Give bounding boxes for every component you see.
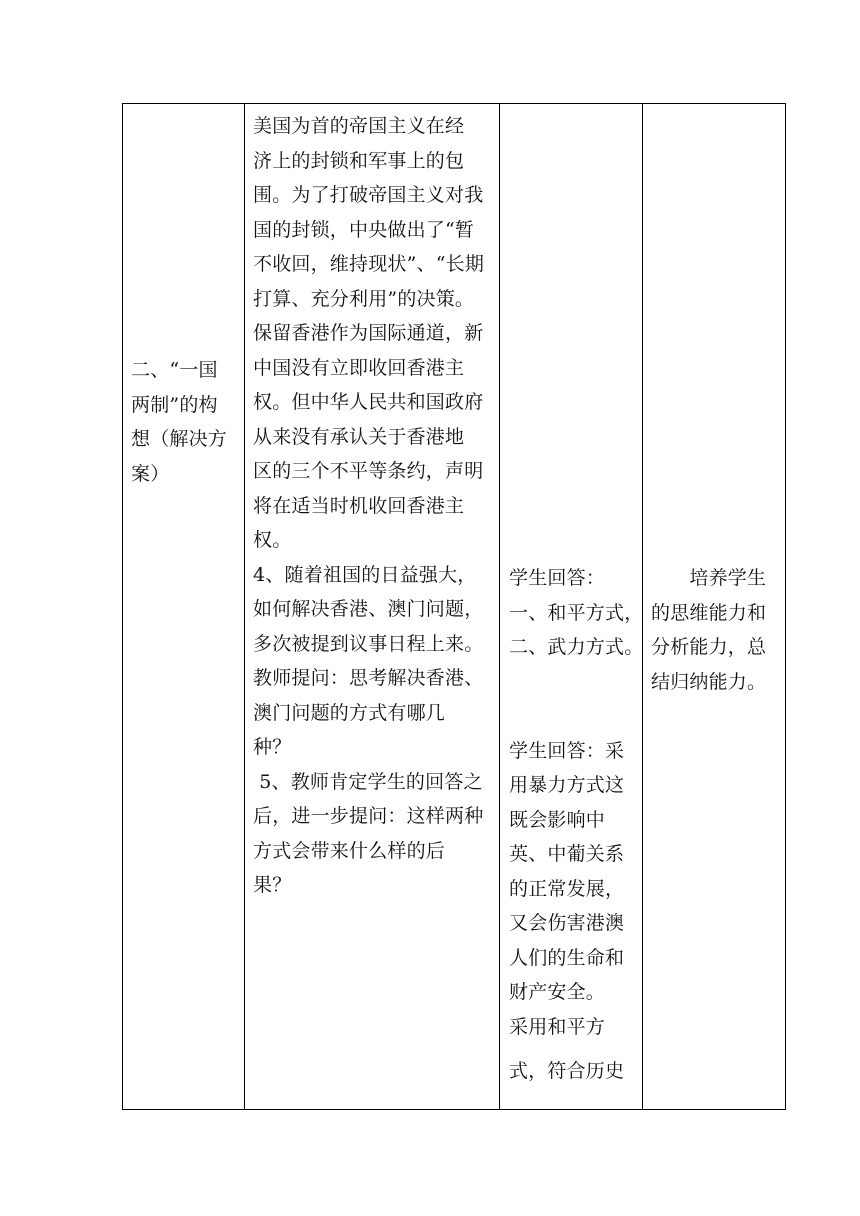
content-line: 种？ <box>253 736 292 758</box>
activity-line: 既会影响中 <box>509 808 606 831</box>
activity-line: 人们的生命和 <box>509 946 625 969</box>
column-divider <box>244 104 245 1109</box>
content-line: 围。为了打破帝国主义对我 <box>253 184 484 206</box>
activity-line <box>509 665 647 700</box>
student-activity-cell <box>509 561 647 1089</box>
section-title-line: 想（解决方 <box>131 428 228 450</box>
activity-line: 二、武力方式。 <box>509 636 644 658</box>
content-line: 澳门问题的方式有哪几 <box>253 701 446 724</box>
content-line: 多次被提到议事日程上来。 <box>253 632 484 655</box>
section-title-cell <box>131 353 243 491</box>
content-line: 4、随着祖国的日益强大， <box>253 563 477 586</box>
activity-line: 式，符合历史 <box>509 1060 625 1082</box>
content-line: 中国没有立即收回香港主 <box>253 356 465 379</box>
activity-line: 采用和平方 <box>509 1015 606 1038</box>
content-line: 将在适当时机收回香港主 <box>253 494 465 517</box>
intent-line: 的思维能力和 <box>651 601 767 624</box>
content-line: 济上的封锁和军事上的包 <box>253 149 465 172</box>
activity-line: 英、中葡关系 <box>509 843 625 865</box>
content-line: 果？ <box>253 874 292 896</box>
content-line: 保留香港作为国际通道，新 <box>253 322 484 344</box>
section-title-line: 两制”的构 <box>131 393 218 416</box>
intent-line: 培养学生 <box>651 567 767 589</box>
activity-line: 用暴力方式这 <box>509 774 625 796</box>
content-line: 权。 <box>253 529 292 551</box>
section-title-line: 二、“一国 <box>131 359 218 381</box>
activity-line: 财产安全。 <box>509 981 606 1003</box>
activity-line: 又会伤害港澳 <box>509 912 625 934</box>
content-line: 从来没有承认关于香港地 <box>253 425 465 448</box>
activity-line <box>509 699 647 734</box>
section-title-line: 案） <box>131 462 170 485</box>
lesson-plan-table <box>122 103 786 1110</box>
intent-line: 分析能力，总 <box>651 636 767 658</box>
content-line: 区的三个不平等条约，声明 <box>253 460 484 482</box>
content-line: 权。但中华人民共和国政府 <box>253 391 484 413</box>
teaching-content-cell <box>253 109 503 903</box>
design-intent-cell <box>651 561 783 699</box>
content-line: 5、教师肯定学生的回答之 <box>253 770 483 793</box>
content-line: 教师提问：思考解决香港、 <box>253 667 484 689</box>
content-line: 打算、充分利用”的决策。 <box>253 287 475 310</box>
content-line: 方式会带来什么样的后 <box>253 839 446 862</box>
content-line: 美国为首的帝国主义在经 <box>253 115 465 137</box>
activity-line: 学生回答： <box>509 567 606 589</box>
content-line: 不收回，维持现状”、“长期 <box>253 253 485 275</box>
activity-line: 一、和平方式， <box>509 601 644 624</box>
content-line: 如何解决香港、澳门问题， <box>253 598 484 620</box>
activity-line: 的正常发展， <box>509 877 625 900</box>
intent-line: 结归纳能力。 <box>651 670 767 693</box>
content-line: 国的封锁，中央做出了“暂 <box>253 218 475 241</box>
content-line: 后，进一步提问：这样两种 <box>253 805 484 827</box>
activity-line: 学生回答：采 <box>509 739 625 762</box>
